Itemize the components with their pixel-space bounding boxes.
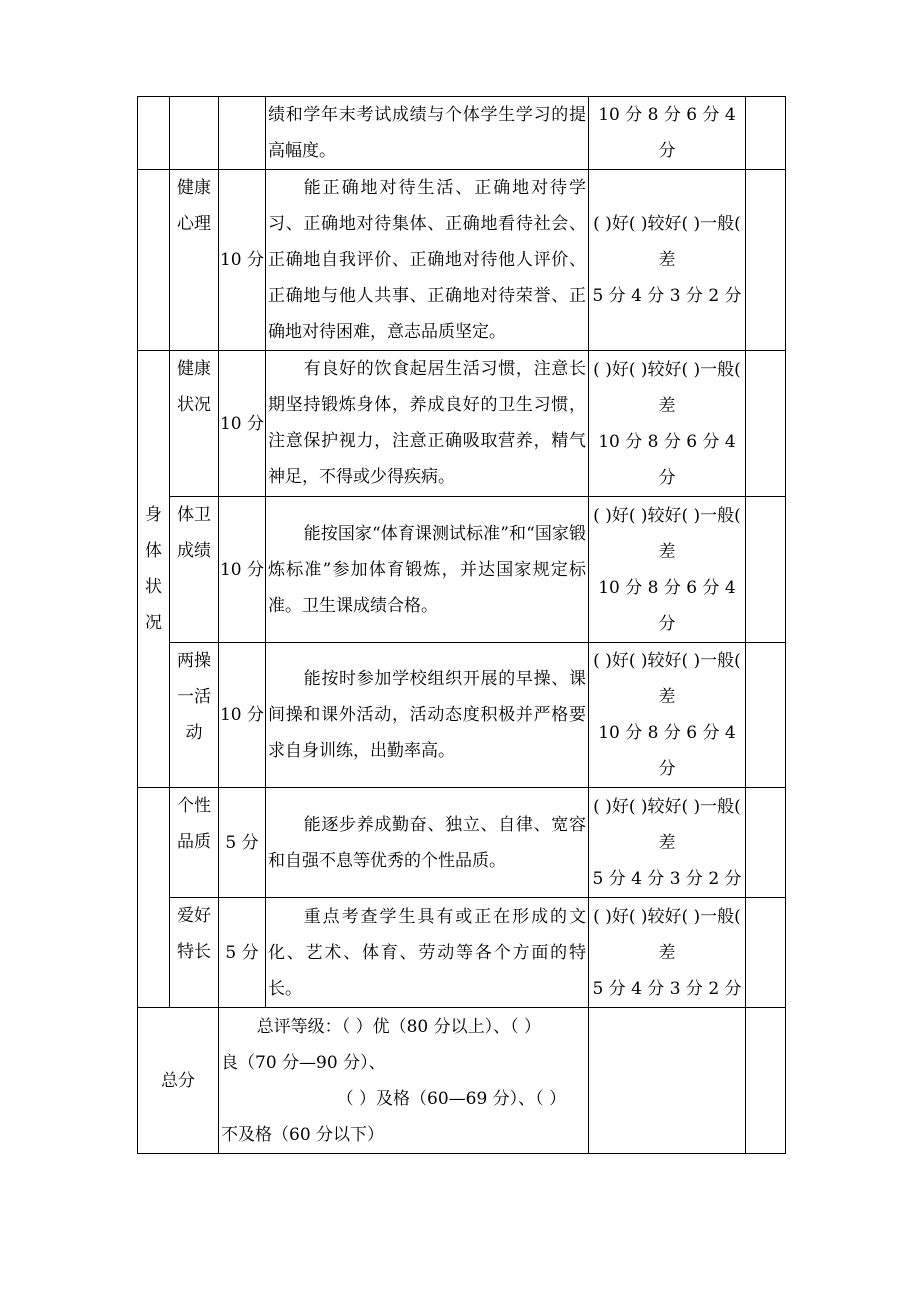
result-cell — [746, 898, 786, 1008]
result-cell — [746, 351, 786, 497]
result-cell — [746, 97, 786, 170]
grade-options — [589, 788, 746, 898]
score-text: 5 分 4 分 3 分 2 分 — [592, 286, 742, 306]
grade-options — [589, 351, 746, 497]
grade-text: ( )好( )较好( )一般( 差 — [593, 505, 741, 562]
points: 10 分 — [219, 351, 266, 497]
criteria-text: 能按国家“体育课测试标准”和“国家锻炼标准”参加体育锻炼，并达国家规定标准。卫生课成绩合格。 — [266, 497, 589, 643]
result-cell — [746, 170, 786, 351]
points: 10 分 — [219, 170, 266, 351]
table-row — [138, 97, 786, 170]
evaluation-table — [137, 96, 786, 1154]
summary-label: 总分 — [138, 1008, 219, 1154]
result-cell — [746, 1008, 786, 1154]
summary-grades — [219, 1008, 589, 1154]
grade-text: ( )好( )较好( )一般( 差 — [593, 214, 741, 270]
summary-line: 不及格（60 分以下） — [221, 1124, 385, 1145]
grade-options — [589, 497, 746, 643]
summary-line: （ ）及格（60—69 分）、（ ） — [336, 1088, 567, 1109]
category-physical — [138, 351, 170, 788]
table-row — [138, 170, 786, 351]
item-label: 健康心理 — [177, 178, 211, 234]
result-cell — [746, 497, 786, 643]
item-cell — [170, 97, 219, 170]
criteria-text: 能按时参加学校组织开展的早操、课间操和课外活动，活动态度积极并严格要求自身训练，出勤率高。 — [266, 643, 589, 788]
grade-options — [589, 170, 746, 351]
points: 10 分 — [219, 643, 266, 788]
table-row — [138, 788, 786, 898]
grade-text: ( )好( )较好( )一般( 差 — [593, 359, 741, 416]
item-name — [170, 351, 219, 497]
summary-score-cell — [589, 1008, 746, 1154]
item-label: 爱好特长 — [177, 906, 211, 962]
grade-options — [589, 898, 746, 1008]
criteria-text: 能逐步养成勤奋、独立、自律、宽容和自强不息等优秀的个性品质。 — [266, 788, 589, 898]
score-options: 10 分 8 分 6 分 4 分 — [589, 97, 746, 170]
score-text: 5 分 4 分 3 分 2 分 — [592, 978, 742, 999]
criteria-text: 有良好的饮食起居生活习惯，注意长期坚持锻炼身体，养成良好的卫生习惯，注意保护视力，注意正确吸取营养，精气神足，不得或少得疾病。 — [266, 351, 589, 497]
item-name — [170, 898, 219, 1008]
category-cell — [138, 97, 170, 170]
summary-row — [138, 1008, 786, 1154]
table-row — [138, 497, 786, 643]
category-label: 身体状况 — [145, 505, 162, 633]
criteria-text: 能正确地对待生活、正确地对待学习、正确地对待集体、正确地看待社会、正确地自我评价、正确地对待他人评价、正确地与他人共事、正确地对待荣誉、正确地对待困难，意志品质坚定。 — [266, 170, 589, 351]
points: 5 分 — [219, 788, 266, 898]
summary-line: 总评等级：（ ）优（80 分以上）、（ ） — [256, 1016, 542, 1037]
summary-line: 良（70 分—90 分）、 — [221, 1052, 386, 1073]
grade-text: ( )好( )较好( )一般( 差 — [593, 906, 741, 963]
table-row — [138, 643, 786, 788]
item-label: 健康状况 — [177, 359, 211, 415]
item-name — [170, 643, 219, 788]
score-text: 10 分 8 分 6 分 4 分 — [598, 577, 736, 634]
item-name — [170, 170, 219, 351]
item-name — [170, 788, 219, 898]
result-cell — [746, 788, 786, 898]
item-label: 体卫成绩 — [177, 505, 211, 561]
criteria-text: 绩和学年末考试成绩与个体学生学习的提高幅度。 — [266, 97, 589, 170]
item-label: 两操一活动 — [177, 651, 211, 743]
category-cell — [138, 788, 170, 1008]
grade-options — [589, 643, 746, 788]
result-cell — [746, 643, 786, 788]
points-cell — [219, 97, 266, 170]
score-text: 5 分 4 分 3 分 2 分 — [592, 868, 742, 889]
category-cell — [138, 170, 170, 351]
item-name — [170, 497, 219, 643]
score-text: 10 分 8 分 6 分 4 分 — [598, 431, 736, 488]
grade-text: ( )好( )较好( )一般( 差 — [593, 651, 741, 707]
criteria-text: 重点考查学生具有或正在形成的文化、艺术、体育、劳动等各个方面的特长。 — [266, 898, 589, 1008]
points: 10 分 — [219, 497, 266, 643]
table-row — [138, 351, 786, 497]
points: 5 分 — [219, 898, 266, 1008]
table-row — [138, 898, 786, 1008]
item-label: 个性品质 — [177, 796, 211, 852]
grade-text: ( )好( )较好( )一般( 差 — [593, 796, 741, 853]
score-text: 10 分 8 分 6 分 4 分 — [598, 723, 736, 779]
